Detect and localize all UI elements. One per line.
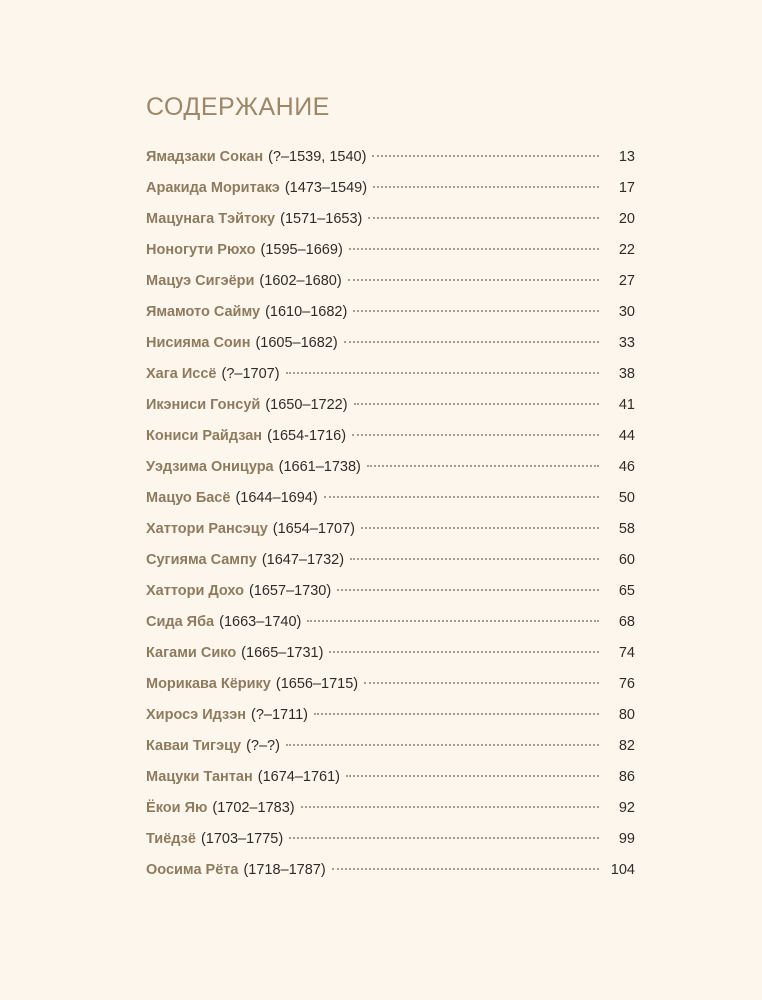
toc-entry[interactable]: [146, 452, 635, 483]
entry-name: Ёкои Яю: [146, 800, 208, 816]
dot-leader: [361, 527, 599, 529]
entry-years: (1674–1761): [257, 769, 340, 785]
toc-entry[interactable]: [146, 235, 635, 266]
toc-entry[interactable]: [146, 669, 635, 700]
entry-years: (1595–1669): [260, 242, 343, 258]
entry-years: (1605–1682): [255, 335, 338, 351]
entry-name: Тиёдзё: [146, 831, 196, 847]
toc-entry[interactable]: [146, 204, 635, 235]
dot-leader: [286, 744, 599, 746]
toc-entry[interactable]: [146, 855, 635, 886]
entry-years: (1656–1715): [275, 676, 359, 692]
entry-page-number: 30: [618, 304, 635, 320]
entry-years: (?–1711): [251, 707, 308, 723]
dot-leader: [364, 682, 599, 684]
toc-entry[interactable]: [146, 576, 635, 607]
entry-name: Аракида Моритакэ: [146, 180, 280, 196]
entry-name: Каваи Тигэцу: [146, 738, 242, 754]
entry-page-number: 60: [618, 552, 635, 568]
entry-page-number: 50: [618, 490, 635, 506]
entry-years: (1644–1694): [235, 490, 318, 506]
entry-name: Сида Яба: [146, 614, 215, 630]
entry-years: (?–1539, 1540): [268, 149, 367, 165]
dot-leader: [344, 341, 599, 343]
entry-page-number: 17: [618, 180, 635, 196]
entry-years: (1663–1740): [219, 614, 302, 630]
dot-leader: [314, 713, 599, 715]
entry-page-number: 99: [618, 831, 635, 847]
toc-entry[interactable]: [146, 359, 635, 390]
entry-name: Нисияма Соин: [146, 335, 251, 351]
entry-name: Мацуэ Сигэёри: [146, 273, 255, 289]
entry-page-number: 44: [618, 428, 635, 444]
entry-years: (1650–1722): [265, 397, 348, 413]
toc-entry[interactable]: [146, 731, 635, 762]
toc-entry[interactable]: [146, 762, 635, 793]
dot-leader: [289, 837, 599, 839]
entry-name: Ноногути Рюхо: [146, 242, 256, 258]
toc-entry[interactable]: [146, 390, 635, 421]
dot-leader: [372, 155, 599, 157]
entry-years: (1473–1549): [284, 180, 368, 196]
toc-entry[interactable]: [146, 297, 635, 328]
entry-page-number: 68: [618, 614, 635, 630]
toc-entry[interactable]: [146, 700, 635, 731]
dot-leader: [307, 620, 599, 622]
entry-page-number: 104: [610, 862, 635, 878]
entry-years: (1610–1682): [265, 304, 348, 320]
table-of-contents: [146, 142, 635, 886]
entry-years: (1703–1775): [200, 831, 284, 847]
entry-name: Оосима Рёта: [146, 862, 239, 878]
dot-leader: [337, 589, 599, 591]
entry-page-number: 80: [618, 707, 635, 723]
entry-page-number: 74: [618, 645, 635, 661]
toc-entry[interactable]: [146, 638, 635, 669]
dot-leader: [286, 372, 599, 374]
dot-leader: [352, 434, 599, 436]
dot-leader: [348, 279, 599, 281]
entry-name: Ямадзаки Сокан: [146, 149, 264, 165]
dot-leader: [349, 248, 599, 250]
toc-entry[interactable]: [146, 173, 635, 204]
dot-leader: [373, 186, 599, 188]
dot-leader: [324, 496, 599, 498]
entry-page-number: 76: [618, 676, 635, 692]
entry-page-number: 22: [618, 242, 635, 258]
entry-name: Морикава Кёрику: [146, 676, 271, 692]
entry-years: (?–?): [246, 738, 280, 754]
entry-name: Хага Иссё: [146, 366, 217, 382]
entry-name: Уэдзима Оницура: [146, 459, 274, 475]
entry-name: Хиросэ Идзэн: [146, 707, 246, 723]
entry-name: Хаттори Дохо: [146, 583, 244, 599]
dot-leader: [332, 868, 599, 870]
toc-entry[interactable]: [146, 483, 635, 514]
entry-years: (1718–1787): [243, 862, 326, 878]
toc-entry[interactable]: [146, 142, 635, 173]
toc-entry[interactable]: [146, 266, 635, 297]
entry-years: (1702–1783): [212, 800, 295, 816]
dot-leader: [329, 651, 599, 653]
toc-entry[interactable]: [146, 514, 635, 545]
entry-name: Ямамото Сайму: [146, 304, 261, 320]
entry-name: Мацунага Тэйтоку: [146, 211, 276, 227]
entry-years: (?–1707): [221, 366, 280, 382]
entry-page-number: 38: [618, 366, 635, 382]
entry-page-number: 86: [618, 769, 635, 785]
entry-name: Мацуо Басё: [146, 490, 231, 506]
entry-page-number: 65: [618, 583, 635, 599]
entry-years: (1602–1680): [259, 273, 342, 289]
entry-name: Хаттори Рансэцу: [146, 521, 268, 537]
dot-leader: [354, 403, 599, 405]
dot-leader: [346, 775, 599, 777]
dot-leader: [367, 465, 599, 467]
entry-page-number: 41: [618, 397, 635, 413]
entry-page-number: 20: [618, 211, 635, 227]
entry-name: Кониси Райдзан: [146, 428, 263, 444]
toc-entry[interactable]: [146, 607, 635, 638]
entry-name: Сугияма Сампу: [146, 552, 257, 568]
dot-leader: [368, 217, 599, 219]
entry-page-number: 92: [618, 800, 635, 816]
toc-entry[interactable]: [146, 545, 635, 576]
entry-years: (1571–1653): [280, 211, 363, 227]
entry-page-number: 82: [618, 738, 635, 754]
toc-entry[interactable]: [146, 824, 635, 855]
entry-name: Кагами Сико: [146, 645, 237, 661]
dot-leader: [350, 558, 599, 560]
entry-years: (1654-1716): [267, 428, 347, 444]
entry-years: (1647–1732): [261, 552, 345, 568]
entry-page-number: 46: [618, 459, 635, 475]
dot-leader: [353, 310, 599, 312]
entry-page-number: 27: [618, 273, 635, 289]
toc-entry[interactable]: [146, 421, 635, 452]
entry-name: Икэниси Гонсуй: [146, 397, 261, 413]
toc-entry[interactable]: [146, 793, 635, 824]
entry-years: (1654–1707): [272, 521, 356, 537]
entry-page-number: 33: [618, 335, 635, 351]
page-title: СОДЕРЖАНИЕ: [146, 93, 330, 121]
entry-years: (1661–1738): [278, 459, 361, 475]
entry-years: (1657–1730): [248, 583, 332, 599]
toc-entry[interactable]: [146, 328, 635, 359]
entry-page-number: 58: [618, 521, 635, 537]
dot-leader: [301, 806, 599, 808]
entry-page-number: 13: [618, 149, 635, 165]
entry-name: Мацуки Тантан: [146, 769, 253, 785]
entry-years: (1665–1731): [241, 645, 324, 661]
